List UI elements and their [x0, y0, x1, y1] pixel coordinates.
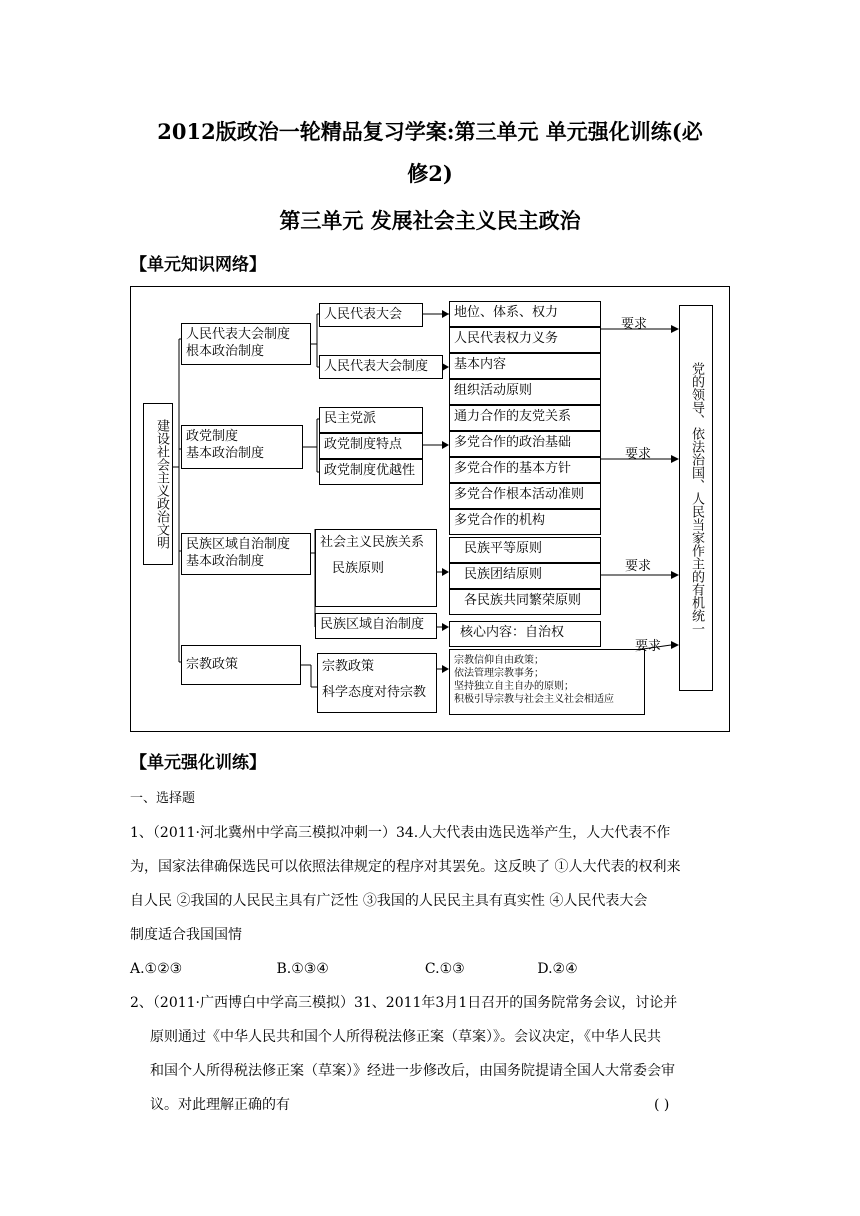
group-1-right-4: 组织活动原则 [449, 379, 601, 405]
group-3-mid-block [315, 529, 437, 607]
group-3-right-3: 各民族共同繁荣原则 [449, 589, 601, 615]
requirement-label-3: 要求 [625, 559, 652, 574]
group-1-mid-1: 人民代表大会 [319, 303, 423, 327]
group-2-right-1: 通力合作的友党关系 [449, 405, 601, 431]
q2-line-2: 原则通过《中华人民共和国个人所得税法修正案（草案）》。会议决定，《中华人民共 [150, 1029, 661, 1045]
q1-option-b: B.①③④ [276, 961, 329, 977]
group-4-right-4: 积极引导宗教与社会主义社会相适应 [454, 694, 614, 705]
page-title [110, 117, 750, 189]
q1-options [130, 960, 578, 978]
group-1-right-2: 人民代表权力义务 [449, 327, 601, 353]
group-1-right-1: 地位、体系、权力 [449, 301, 601, 327]
group-2-label-line-2: 基本政治制度 [186, 446, 265, 461]
part-heading: 一、选择题 [130, 791, 196, 806]
principle-box: 党的领导、依法治国、人民当家作主的有机统一 [679, 305, 713, 691]
group-4-right-block [449, 649, 645, 715]
q1-line-1: 1、（2011·河北冀州中学高三模拟冲刺一）34.人大代表由选民选举产生，人大代表不作 [130, 825, 671, 841]
title-line-1: 2012版政治一轮精品复习学案:第三单元 单元强化训练(必 [157, 119, 703, 144]
group-4-right-1: 宗教信仰自由政策； [454, 655, 544, 666]
group-3-right-4: 核心内容：自治权 [449, 621, 601, 647]
q1-option-d: D.②④ [537, 961, 578, 977]
group-3-mid-1: 社会主义民族关系 [320, 535, 425, 550]
q2-line-3: 和国个人所得税法修正案（草案）》经进一步修改后，由国务院提请全国人大常委会审 [150, 1063, 675, 1079]
group-3-label [181, 533, 311, 575]
group-2-label [181, 425, 303, 469]
group-2-right-2: 多党合作的政治基础 [449, 431, 601, 457]
q2-answer-blank: ( ) [654, 1097, 670, 1113]
group-1-label-line-1: 人民代表大会制度 [186, 327, 291, 342]
section-training-heading: 【单元强化训练】 [130, 753, 266, 773]
group-4-label: 宗教政策 [181, 645, 301, 685]
group-1-mid-2: 人民代表大会制度 [319, 355, 443, 379]
title-line-2: 修2) [407, 161, 453, 186]
group-4-mid-block [317, 653, 437, 713]
group-3-right-2: 民族团结原则 [449, 563, 601, 589]
group-2-mid-3: 政党制度优越性 [319, 459, 423, 485]
requirement-label-2: 要求 [625, 447, 652, 462]
group-4-mid-2: 科学态度对待宗教 [322, 685, 427, 700]
group-2-right-4: 多党合作根本活动准则 [449, 483, 601, 509]
group-2-right-5: 多党合作的机构 [449, 509, 601, 535]
group-1-right-3: 基本内容 [449, 353, 601, 379]
group-2-label-line-1: 政党制度 [186, 429, 239, 444]
q1-line-2: 为，国家法律确保选民可以依照法律规定的程序对其罢免。这反映了 ①人大代表的权利来 [130, 859, 681, 875]
section-network-heading: 【单元知识网络】 [130, 255, 266, 275]
group-2-right-3: 多党合作的基本方针 [449, 457, 601, 483]
q1-line-4: 制度适合我国国情 [130, 927, 242, 943]
root-box: 建设社会主义政治文明 [143, 403, 173, 565]
group-2-mid-2: 政党制度特点 [319, 433, 423, 459]
group-4-right-2: 依法管理宗教事务； [454, 668, 544, 679]
group-2-mid-1: 民主党派 [319, 407, 423, 433]
group-3-right-1: 民族平等原则 [449, 537, 601, 563]
group-4-right-3: 坚持独立自主自办的原则； [454, 681, 574, 692]
q2-line-1: 2、（2011·广西博白中学高三模拟）31、2011年3月1日召开的国务院常务会议，讨论并 [130, 995, 678, 1011]
q1-option-a: A.①②③ [130, 961, 183, 977]
q1-line-3: 自人民 ②我国的人民民主具有广泛性 ③我国的人民民主具有真实性 ④人民代表大会 [130, 893, 648, 909]
unit-subtitle: 第三单元 发展社会主义民主政治 [279, 208, 581, 233]
group-3-label-line-1: 民族区域自治制度 [186, 537, 291, 552]
knowledge-network-diagram [130, 286, 730, 732]
q1-option-c: C.①③ [424, 961, 465, 977]
group-3-mid-3: 民族区域自治制度 [315, 613, 437, 639]
requirement-label-4: 要求 [635, 639, 662, 654]
group-1-label [181, 323, 311, 365]
group-3-mid-2: 民族原则 [332, 561, 385, 576]
q2-line-4: 议。对此理解正确的有 [150, 1097, 290, 1113]
group-4-mid-1: 宗教政策 [322, 659, 375, 674]
requirement-label-1: 要求 [621, 317, 648, 332]
group-3-label-line-2: 基本政治制度 [186, 554, 265, 569]
group-1-label-line-2: 根本政治制度 [186, 344, 265, 359]
